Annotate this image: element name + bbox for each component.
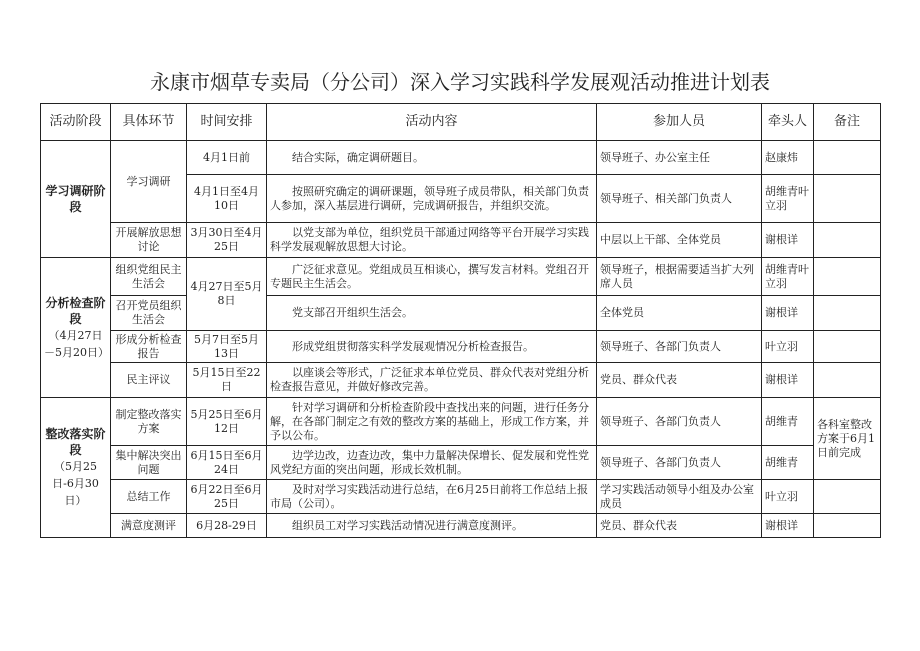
content-cell: 及时对学习实践活动进行总结，在6月25日前将工作总结上报市局（公司）。	[267, 480, 597, 514]
step-cell: 集中解决突出问题	[111, 446, 187, 480]
table-row	[41, 141, 881, 175]
participants-cell: 党员、群众代表	[597, 363, 762, 398]
header-note: 备注	[814, 104, 881, 141]
stage-name: 整改落实阶段	[45, 427, 106, 457]
plan-table	[40, 103, 881, 538]
note-cell	[814, 141, 881, 175]
lead-cell: 胡维青	[762, 398, 814, 446]
note-cell	[814, 296, 881, 331]
step-cell: 制定整改落实方案	[111, 398, 187, 446]
time-cell: 4月1日至4月10日	[187, 175, 267, 223]
note-cell	[814, 363, 881, 398]
stage-period: （4月27日－5月20日）	[44, 328, 109, 359]
participants-cell: 领导班子、各部门负责人	[597, 446, 762, 480]
lead-cell: 胡维青	[762, 446, 814, 480]
stage-period: （5月25日-6月30日）	[52, 460, 99, 507]
step-cell: 形成分析检查报告	[111, 331, 187, 363]
time-cell: 5月25日至6月12日	[187, 398, 267, 446]
table-row	[41, 331, 881, 363]
note-cell	[814, 331, 881, 363]
content-cell: 针对学习调研和分析检查阶段中查找出来的问题，进行任务分解，在各部门制定之有效的整改方案的基础上，形成工作方案，并予以公布。	[267, 398, 597, 446]
table-row	[41, 258, 881, 296]
content-cell: 以党支部为单位，组织党员干部通过网络等平台开展学习实践科学发展观解放思想大讨论。	[267, 223, 597, 258]
lead-cell: 谢根详	[762, 223, 814, 258]
time-cell: 6月22日至6月25日	[187, 480, 267, 514]
content-cell: 组织员工对学习实践活动情况进行满意度测评。	[267, 514, 597, 538]
note-cell	[814, 480, 881, 514]
participants-cell: 全体党员	[597, 296, 762, 331]
table-row	[41, 514, 881, 538]
header-row	[41, 104, 881, 141]
participants-cell: 领导班子、相关部门负责人	[597, 175, 762, 223]
content-cell: 结合实际，确定调研题目。	[267, 141, 597, 175]
table-row	[41, 446, 881, 480]
content-cell: 党支部召开组织生活会。	[267, 296, 597, 331]
time-cell: 5月15日至22日	[187, 363, 267, 398]
stage-cell	[41, 141, 111, 258]
participants-cell: 中层以上干部、全体党员	[597, 223, 762, 258]
step-cell: 开展解放思想讨论	[111, 223, 187, 258]
lead-cell: 谢根详	[762, 296, 814, 331]
participants-cell: 领导班子、办公室主任	[597, 141, 762, 175]
step-cell: 满意度测评	[111, 514, 187, 538]
header-stage: 活动阶段	[41, 104, 111, 141]
lead-cell: 胡维青叶立羽	[762, 175, 814, 223]
note-cell	[814, 223, 881, 258]
stage-name: 分析检查阶段	[45, 295, 106, 326]
step-cell: 民主评议	[111, 363, 187, 398]
note-cell	[814, 175, 881, 223]
lead-cell: 谢根详	[762, 514, 814, 538]
header-time: 时间安排	[187, 104, 267, 141]
content-cell: 按照研究确定的调研课题，领导班子成员带队，相关部门负责人参加，深入基层进行调研，完成调研报告，并组织交流。	[267, 175, 597, 223]
table-row	[41, 223, 881, 258]
content-cell: 广泛征求意见。党组成员互相谈心，撰写发言材料。党组召开专题民主生活会。	[267, 258, 597, 296]
table-row	[41, 296, 881, 331]
stage-cell	[41, 398, 111, 538]
content-cell: 形成党组贯彻落实科学发展观情况分析检查报告。	[267, 331, 597, 363]
participants-cell: 领导班子、各部门负责人	[597, 398, 762, 446]
note-cell: 各科室整改方案于6月1日前完成	[814, 398, 881, 480]
participants-cell: 党员、群众代表	[597, 514, 762, 538]
stage-cell	[41, 258, 111, 398]
time-cell: 4月27日至5月8日	[187, 258, 267, 331]
table-row	[41, 363, 881, 398]
participants-cell: 领导班子，根据需要适当扩大列席人员	[597, 258, 762, 296]
header-lead: 牵头人	[762, 104, 814, 141]
header-step: 具体环节	[111, 104, 187, 141]
time-cell: 4月1日前	[187, 141, 267, 175]
lead-cell: 赵康炜	[762, 141, 814, 175]
participants-cell: 学习实践活动领导小组及办公室成员	[597, 480, 762, 514]
lead-cell: 谢根详	[762, 363, 814, 398]
step-cell: 学习调研	[111, 141, 187, 223]
time-cell: 6月28-29日	[187, 514, 267, 538]
step-cell: 总结工作	[111, 480, 187, 514]
time-cell: 6月15日至6月24日	[187, 446, 267, 480]
note-cell	[814, 258, 881, 296]
step-cell: 召开党员组织生活会	[111, 296, 187, 331]
content-cell: 以座谈会等形式，广泛征求本单位党员、群众代表对党组分析检查报告意见，并做好修改完善。	[267, 363, 597, 398]
table-row	[41, 480, 881, 514]
lead-cell: 叶立羽	[762, 331, 814, 363]
lead-cell: 叶立羽	[762, 480, 814, 514]
time-cell: 5月7日至5月13日	[187, 331, 267, 363]
table-row	[41, 398, 881, 446]
page-title: 永康市烟草专卖局（分公司）深入学习实践科学发展观活动推进计划表	[150, 70, 770, 94]
lead-cell: 胡维青叶立羽	[762, 258, 814, 296]
time-cell: 3月30日至4月25日	[187, 223, 267, 258]
step-cell: 组织党组民主生活会	[111, 258, 187, 296]
header-participants: 参加人员	[597, 104, 762, 141]
content-cell: 边学边改，边查边改，集中力量解决保增长、促发展和党性党风党纪方面的突出问题，形成长效机制。	[267, 446, 597, 480]
participants-cell: 领导班子、各部门负责人	[597, 331, 762, 363]
note-cell	[814, 514, 881, 538]
stage-name: 学习调研阶段	[45, 184, 106, 214]
header-content: 活动内容	[267, 104, 597, 141]
